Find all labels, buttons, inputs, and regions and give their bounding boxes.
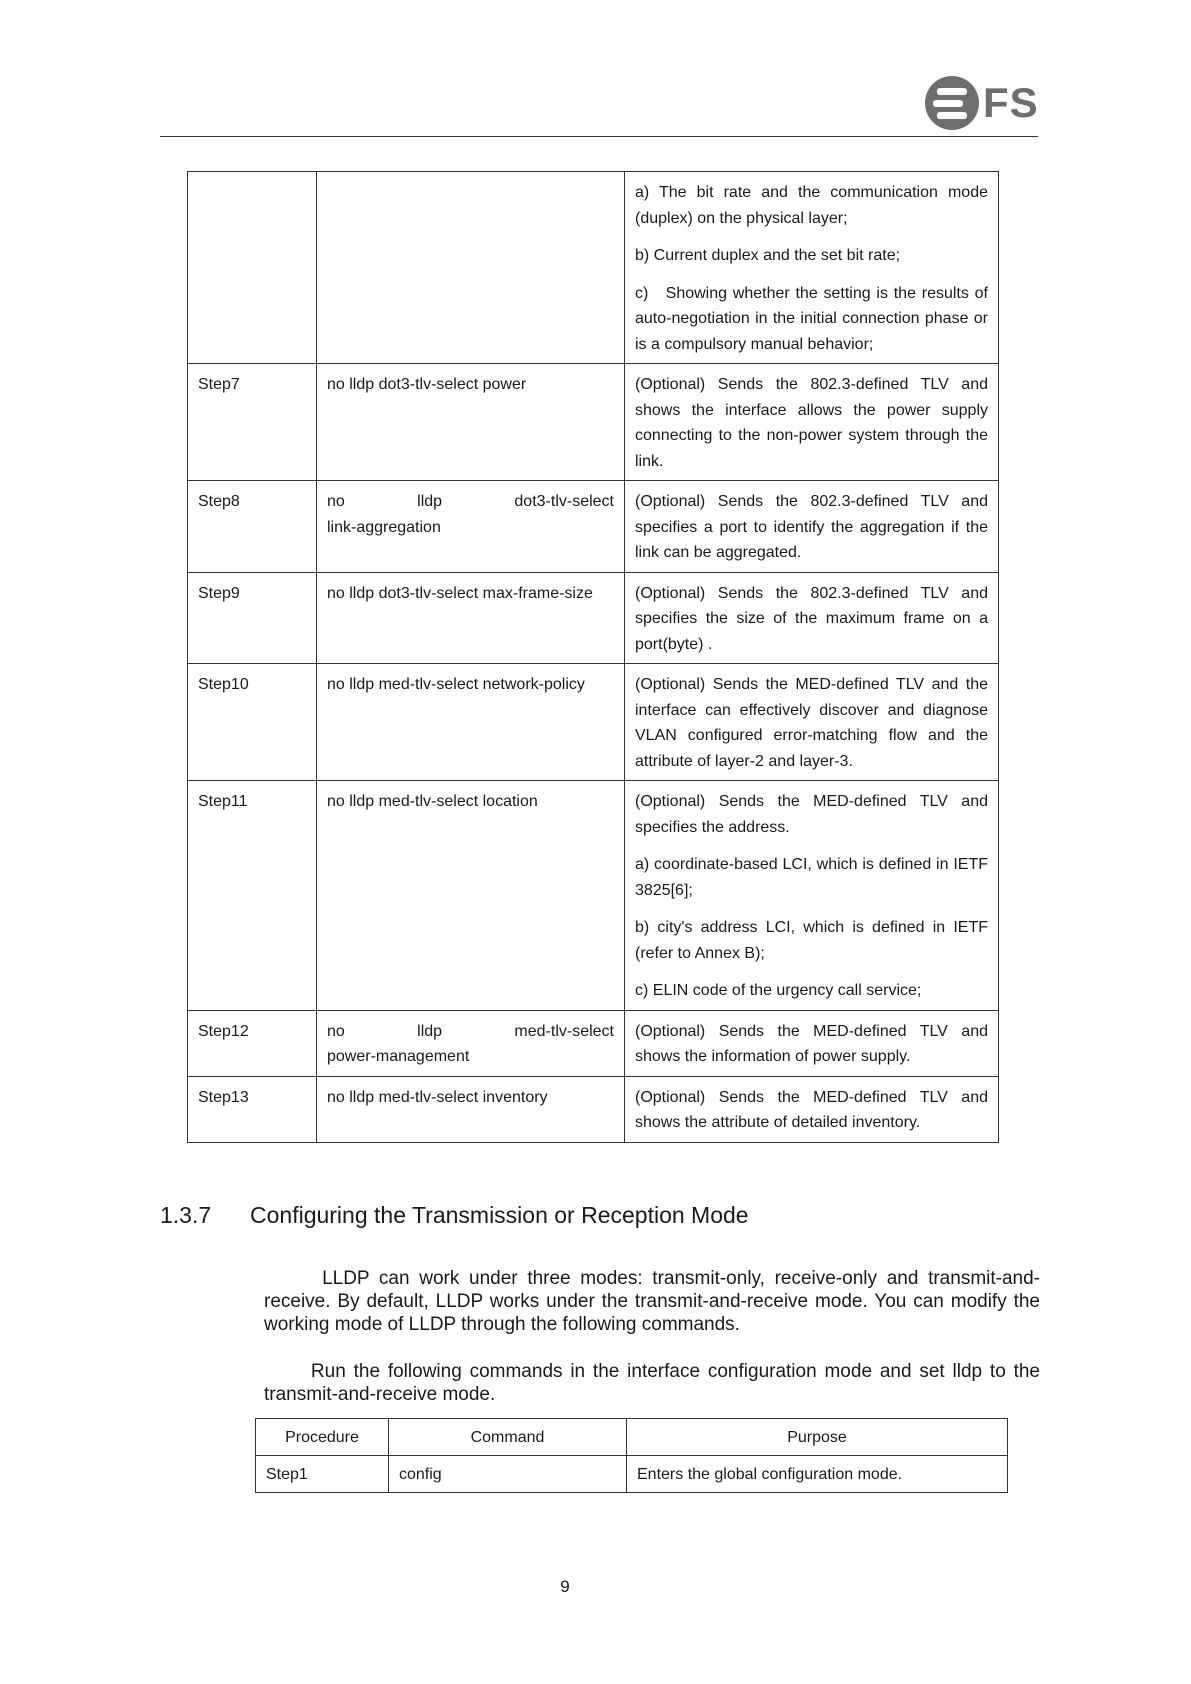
step-cell: Step11 (188, 781, 317, 1011)
step-cell: Step13 (188, 1076, 317, 1142)
table-row (188, 572, 999, 664)
page-number: 9 (560, 1577, 570, 1596)
purpose-cell: Enters the global configuration mode. (627, 1456, 1008, 1493)
table-row (188, 481, 999, 573)
command-cell: no lldp med-tlv-select location (317, 781, 625, 1011)
table-row (188, 781, 999, 1011)
section-title: Configuring the Transmission or Reception Mode (250, 1202, 749, 1228)
section-heading (160, 1198, 749, 1232)
fs-logo (925, 76, 1037, 132)
purpose-cell: a) The bit rate and the communication mode (duplex) on the physical layer; b) Current duplex and the set bit rate; c) Showing whether the setting is the results of auto-negotiation in the initial connection phase or is a compulsory manual behavior; (625, 172, 999, 364)
command-cell: no lldp med-tlv-select inventory (317, 1076, 625, 1142)
purpose-cell: (Optional) Sends the 802.3-defined TLV and specifies a port to identify the aggregation if the link can be aggregated. (625, 481, 999, 573)
step-cell: Step10 (188, 664, 317, 781)
command-cell: no lldp med-tlv-select network-policy (317, 664, 625, 781)
step-cell: Step1 (256, 1456, 389, 1493)
section-number: 1.3.7 (160, 1202, 212, 1228)
logo-text: FS (983, 79, 1039, 126)
command-cell: config (389, 1456, 627, 1493)
column-header-procedure: Procedure (256, 1419, 389, 1456)
purpose-cell: (Optional) Sends the 802.3-defined TLV and specifies the size of the maximum frame on a port(byte) . (625, 572, 999, 664)
step-cell: Step8 (188, 481, 317, 573)
header-rule (160, 136, 1038, 137)
step-cell: Step9 (188, 572, 317, 664)
step-cell (188, 172, 317, 364)
command-cell: no lldp dot3-tlv-select link-aggregation (317, 481, 625, 573)
table-row (188, 172, 999, 364)
table-row (188, 664, 999, 781)
table-row (188, 364, 999, 481)
table-row (188, 1010, 999, 1076)
fs-logo-icon (925, 76, 979, 130)
command-cell: no lldp med-tlv-select power-management (317, 1010, 625, 1076)
purpose-cell: (Optional) Sends the MED-defined TLV and the interface can effectively discover and diagnose VLAN configured error-matching flow and the attribute of layer-2 and layer-3. (625, 664, 999, 781)
command-cell (317, 172, 625, 364)
mode-config-table (255, 1418, 1008, 1493)
column-header-command: Command (389, 1419, 627, 1456)
body-paragraph: Run the following commands in the interface configuration mode and set lldp to the transmit-and-receive mode. (264, 1361, 1040, 1405)
table-header-row (256, 1419, 1008, 1456)
table-row (188, 1076, 999, 1142)
step-cell: Step12 (188, 1010, 317, 1076)
purpose-cell: (Optional) Sends the MED-defined TLV and shows the information of power supply. (625, 1010, 999, 1076)
tlv-config-table (187, 171, 999, 1143)
purpose-cell: (Optional) Sends the MED-defined TLV and specifies the address. a) coordinate-based LCI, which is defined in IETF 3825[6]; b) city's address LCI, which is defined in IETF (refer to Annex B); c) ELIN code of the urgency call service; (625, 781, 999, 1011)
column-header-purpose: Purpose (627, 1419, 1008, 1456)
step-cell: Step7 (188, 364, 317, 481)
command-cell: no lldp dot3-tlv-select power (317, 364, 625, 481)
purpose-cell: (Optional) Sends the 802.3-defined TLV and shows the interface allows the power supply connecting to the non-power system through the link. (625, 364, 999, 481)
body-paragraph: LLDP can work under three modes: transmit-only, receive-only and transmit-and-receive. By default, LLDP works under the transmit-and-receive mode. You can modify the working mode of LLDP through the following commands. (264, 1268, 1040, 1335)
table-row (256, 1456, 1008, 1493)
command-cell: no lldp dot3-tlv-select max-frame-size (317, 572, 625, 664)
purpose-cell: (Optional) Sends the MED-defined TLV and shows the attribute of detailed inventory. (625, 1076, 999, 1142)
